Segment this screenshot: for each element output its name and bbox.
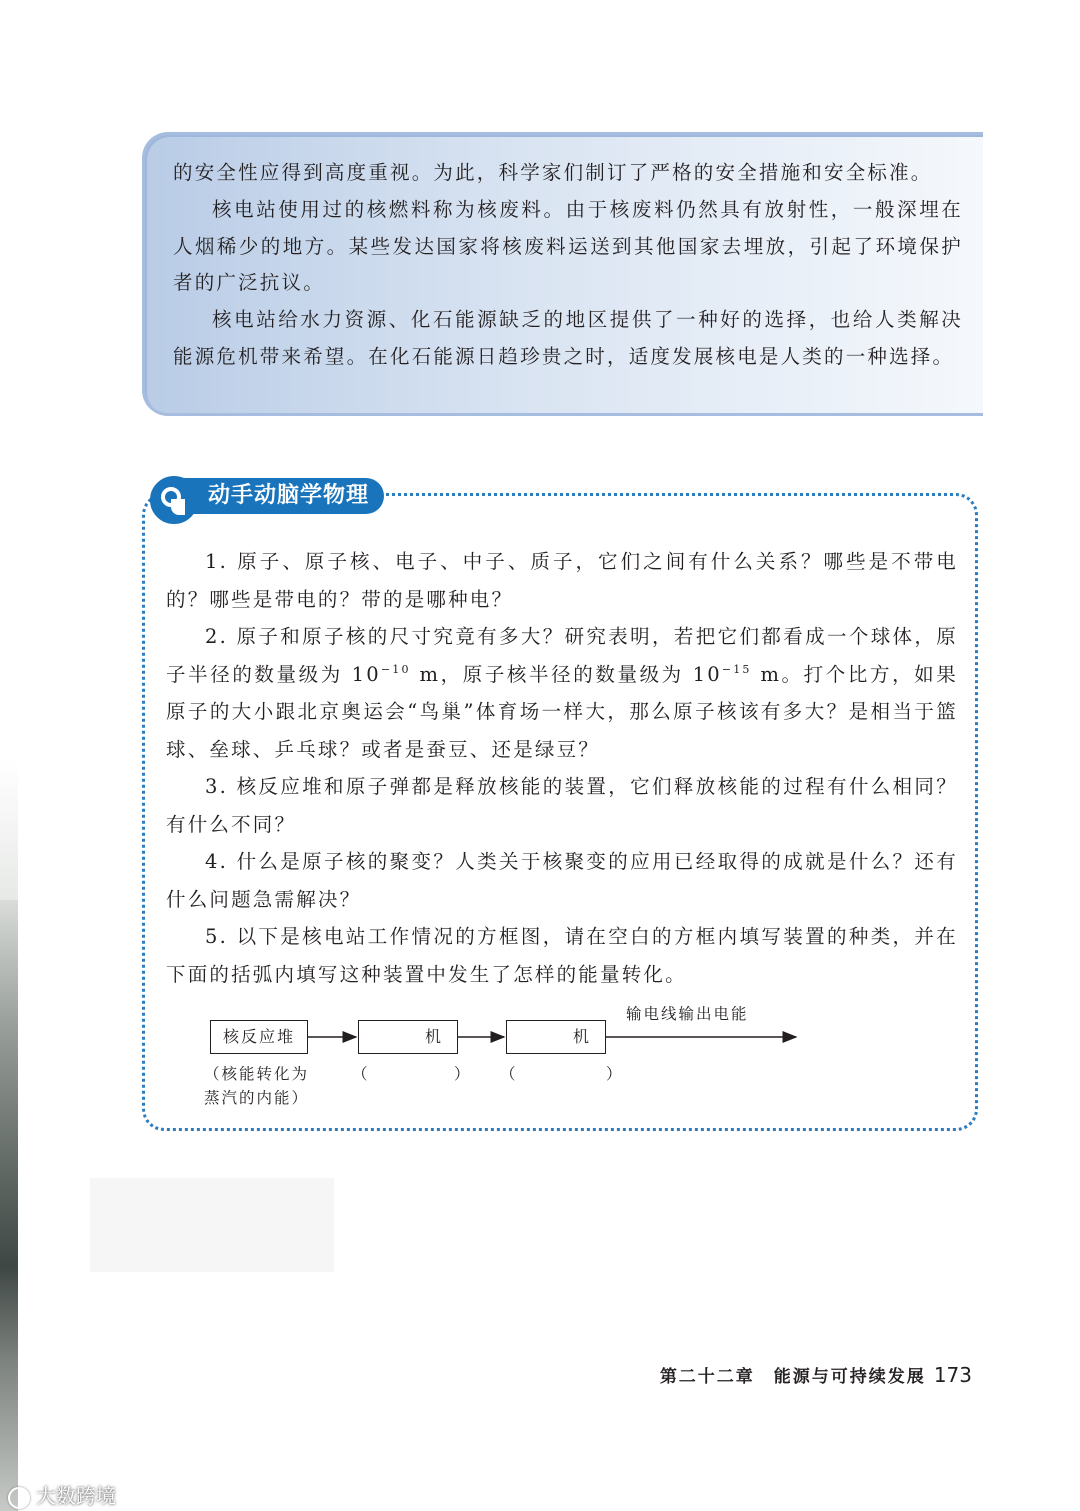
reading-box — [142, 132, 983, 416]
diagram-box-2: 机 — [358, 1020, 458, 1054]
note-reactor-line-2: 蒸汽的内能） — [204, 1089, 310, 1107]
activity-header — [150, 474, 390, 518]
question-3: 3. 核反应堆和原子弹都是释放核能的装置，它们释放核能的过程有什么相同？有什么不同？ — [166, 775, 958, 836]
watermark — [8, 1480, 116, 1506]
bracket-2-open: （ — [352, 1065, 370, 1083]
power-plant-flow-diagram — [196, 1000, 816, 1110]
question-4: 4. 什么是原子核的聚变？人类关于核聚变的应用已经取得的成就是什么？还有什么问题急需解决？ — [166, 850, 958, 911]
bracket-2-close: ） — [454, 1065, 472, 1083]
reading-paragraph-3: 核电站给水力资源、化石能源缺乏的地区提供了一种好的选择，也给人类解决能源危机带来希望。在化石能源日趋珍贵之时，适度发展核电是人类的一种选择。 — [173, 308, 963, 368]
page-edge-photo — [0, 900, 18, 1511]
diagram-box-3: 机 — [506, 1020, 606, 1054]
watermark-text: 大数跨境 — [36, 1484, 116, 1508]
question-2-text-b: m，原子核半径的数量级为 10 — [410, 662, 722, 686]
question-1: 1. 原子、原子核、电子、中子、质子，它们之间有什么关系？哪些是不带电的？哪些是带电的？带的是哪种电？ — [166, 550, 958, 611]
question-2-text-c: m。打个比方，如果原子的大小跟北京奥运会“鸟巢”体育场一样大，那么原子核该有多大？是相当于篮球、垒球、乒乓球？或者是蚕豆、还是绿豆？ — [166, 662, 958, 761]
activity-logo-icon — [150, 476, 198, 524]
question-2 — [166, 618, 958, 768]
watermark-logo-icon — [8, 1487, 30, 1509]
reading-paragraph-1: 的安全性应得到高度重视。为此，科学家们制订了严格的安全措施和安全标准。 — [173, 161, 933, 184]
activity-title: 动手动脑学物理 — [184, 478, 384, 514]
output-label: 输电线输出电能 — [626, 1005, 749, 1023]
question-2-exponent-b: −15 — [721, 662, 752, 676]
diagram-box-reactor: 核反应堆 — [210, 1020, 308, 1054]
blank-area — [90, 1178, 334, 1272]
question-2-text-a: 2. 原子和原子核的尺寸究竟有多大？研究表明，若把它们都看成一个球体，原子半径的数量级为 10 — [166, 625, 958, 686]
bracket-3-open: （ — [500, 1065, 518, 1083]
chapter-title: 第二十二章 能源与可持续发展 — [659, 1367, 926, 1387]
note-reactor-line-1: （核能转化为 — [204, 1065, 310, 1083]
page-number: 173 — [933, 1363, 972, 1387]
question-5: 5. 以下是核电站工作情况的方框图，请在空白的方框内填写装置的种类，并在下面的括弧内填写这种装置中发生了怎样的能量转化。 — [166, 925, 958, 986]
question-2-exponent-a: −10 — [380, 662, 411, 676]
page-edge-top — [0, 760, 18, 900]
bracket-3-close: ） — [606, 1065, 624, 1083]
reading-paragraph-2: 核电站使用过的核燃料称为核废料。由于核废料仍然具有放射性，一般深埋在人烟稀少的地方。某些发达国家将核废料运送到其他国家去埋放，引起了环境保护者的广泛抗议。 — [173, 198, 963, 294]
page-footer — [660, 1361, 972, 1389]
